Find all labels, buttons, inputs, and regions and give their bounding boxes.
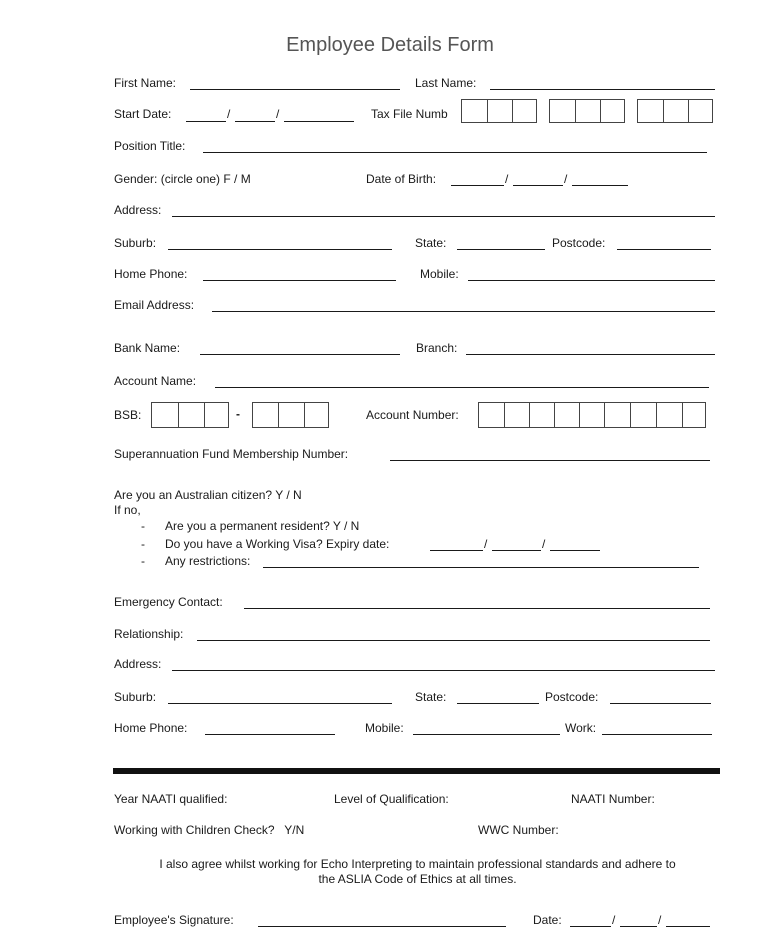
start-date-sep-1: / (227, 107, 231, 121)
tfn-cell-divider (487, 100, 488, 122)
emergency-home-phone-field[interactable] (205, 734, 335, 735)
address-label: Address: (114, 203, 162, 217)
emergency-postcode-field[interactable] (610, 703, 711, 704)
account-number-cell-divider (579, 403, 580, 427)
postcode-field[interactable] (617, 249, 711, 250)
mobile-field[interactable] (468, 280, 715, 281)
tfn-cell-divider (663, 100, 664, 122)
wwc-number-label: WWC Number: (478, 823, 559, 837)
email-field[interactable] (212, 311, 715, 312)
signature-date-sep-2: / (658, 913, 662, 927)
bsb-cell-divider (178, 403, 179, 427)
emergency-work-label: Work: (565, 721, 597, 735)
bank-name-label: Bank Name: (114, 341, 181, 355)
postcode-label: Postcode: (552, 236, 606, 250)
home-phone-label: Home Phone: (114, 267, 188, 281)
start-date-year-field[interactable] (284, 121, 354, 122)
tfn-cell-divider (600, 100, 601, 122)
bullet-dash: - (141, 537, 145, 551)
bullet-dash: - (141, 519, 145, 533)
signature-field[interactable] (258, 926, 506, 927)
signature-date-label: Date: (533, 913, 562, 927)
dob-sep-1: / (505, 172, 509, 186)
branch-field[interactable] (466, 354, 715, 355)
last-name-field[interactable] (490, 89, 715, 90)
account-number-cell-divider (529, 403, 530, 427)
superannuation-field[interactable] (390, 460, 710, 461)
tfn-cell-divider (575, 100, 576, 122)
state-label: State: (415, 236, 447, 250)
visa-sep-2: / (542, 537, 546, 551)
start-date-day-field[interactable] (186, 121, 226, 122)
dob-day-field[interactable] (451, 185, 504, 186)
visa-expiry-year-field[interactable] (550, 550, 600, 551)
emergency-suburb-field[interactable] (168, 703, 392, 704)
signature-date-year-field[interactable] (666, 926, 710, 927)
tax-file-number-label: Tax File Numb (371, 107, 448, 121)
bullet-dash: - (141, 554, 145, 568)
restrictions-label: Any restrictions: (165, 554, 251, 568)
visa-expiry-month-field[interactable] (492, 550, 541, 551)
mobile-label: Mobile: (420, 267, 459, 281)
signature-date-day-field[interactable] (570, 926, 611, 927)
naati-number-label: NAATI Number: (571, 792, 655, 806)
form-title: Employee Details Form (286, 34, 494, 56)
emergency-home-phone-label: Home Phone: (114, 721, 188, 735)
first-name-label: First Name: (114, 76, 177, 90)
account-number-cell-divider (554, 403, 555, 427)
account-number-cell-divider (682, 403, 683, 427)
emergency-work-field[interactable] (602, 734, 712, 735)
bsb-dash: - (236, 407, 240, 421)
state-field[interactable] (457, 249, 545, 250)
account-number-cell-divider (630, 403, 631, 427)
email-label: Email Address: (114, 298, 195, 312)
visa-expiry-day-field[interactable] (430, 550, 483, 551)
emergency-state-field[interactable] (457, 703, 539, 704)
tfn-box-group-2[interactable] (549, 99, 625, 123)
wwc-check-label: Working with Children Check? Y/N (114, 823, 305, 837)
superannuation-label: Superannuation Fund Membership Number: (114, 447, 349, 461)
suburb-field[interactable] (168, 249, 392, 250)
start-date-month-field[interactable] (235, 121, 275, 122)
restrictions-field[interactable] (263, 567, 699, 568)
citizen-question: Are you an Australian citizen? Y / N (114, 488, 302, 502)
visa-sep-1: / (484, 537, 488, 551)
branch-label: Branch: (416, 341, 458, 355)
working-visa-question: Do you have a Working Visa? Expiry date: (165, 537, 390, 551)
tfn-cell-divider (512, 100, 513, 122)
signature-date-month-field[interactable] (620, 926, 657, 927)
start-date-label: Start Date: (114, 107, 172, 121)
dob-year-field[interactable] (572, 185, 628, 186)
bsb-cell-divider (204, 403, 205, 427)
dob-sep-2: / (564, 172, 568, 186)
dob-month-field[interactable] (513, 185, 563, 186)
account-number-cell-divider (604, 403, 605, 427)
agreement-line-1: I also agree whilst working for Echo Interpreting to maintain professional standards and adhere to (159, 857, 676, 871)
position-title-label: Position Title: (114, 139, 186, 153)
emergency-mobile-field[interactable] (413, 734, 560, 735)
permanent-resident-question: Are you a permanent resident? Y / N (165, 519, 360, 533)
tfn-box-group-1[interactable] (461, 99, 537, 123)
emergency-contact-label: Emergency Contact: (114, 595, 223, 609)
account-number-cell-divider (504, 403, 505, 427)
agreement-line-2: the ASLIA Code of Ethics at all times. (318, 872, 517, 886)
emergency-address-label: Address: (114, 657, 162, 671)
tfn-box-group-3[interactable] (637, 99, 713, 123)
start-date-sep-2: / (276, 107, 280, 121)
address-field[interactable] (172, 216, 715, 217)
if-no-label: If no, (114, 503, 141, 517)
account-number-boxes[interactable] (478, 402, 706, 428)
tfn-cell-divider (688, 100, 689, 122)
bsb-label: BSB: (114, 408, 142, 422)
emergency-address-field[interactable] (172, 670, 715, 671)
emergency-contact-field[interactable] (244, 608, 710, 609)
last-name-label: Last Name: (415, 76, 477, 90)
signature-date-sep-1: / (612, 913, 616, 927)
first-name-field[interactable] (190, 89, 400, 90)
gender-label: Gender: (circle one) F / M (114, 172, 251, 186)
bsb-box-group-1[interactable] (151, 402, 229, 428)
relationship-field[interactable] (197, 640, 710, 641)
bsb-cell-divider (278, 403, 279, 427)
suburb-label: Suburb: (114, 236, 157, 250)
emergency-state-label: State: (415, 690, 447, 704)
relationship-label: Relationship: (114, 627, 184, 641)
emergency-suburb-label: Suburb: (114, 690, 157, 704)
account-name-field[interactable] (215, 387, 709, 388)
section-divider (113, 768, 720, 774)
account-number-cell-divider (656, 403, 657, 427)
bsb-cell-divider (304, 403, 305, 427)
position-title-field[interactable] (203, 152, 707, 153)
date-of-birth-label: Date of Birth: (366, 172, 437, 186)
bsb-box-group-2[interactable] (252, 402, 329, 428)
signature-label: Employee's Signature: (114, 913, 234, 927)
home-phone-field[interactable] (203, 280, 396, 281)
year-naati-label: Year NAATI qualified: (114, 792, 228, 806)
bank-name-field[interactable] (200, 354, 400, 355)
account-number-label: Account Number: (366, 408, 459, 422)
emergency-postcode-label: Postcode: (545, 690, 599, 704)
qualification-level-label: Level of Qualification: (334, 792, 449, 806)
emergency-mobile-label: Mobile: (365, 721, 404, 735)
account-name-label: Account Name: (114, 374, 197, 388)
